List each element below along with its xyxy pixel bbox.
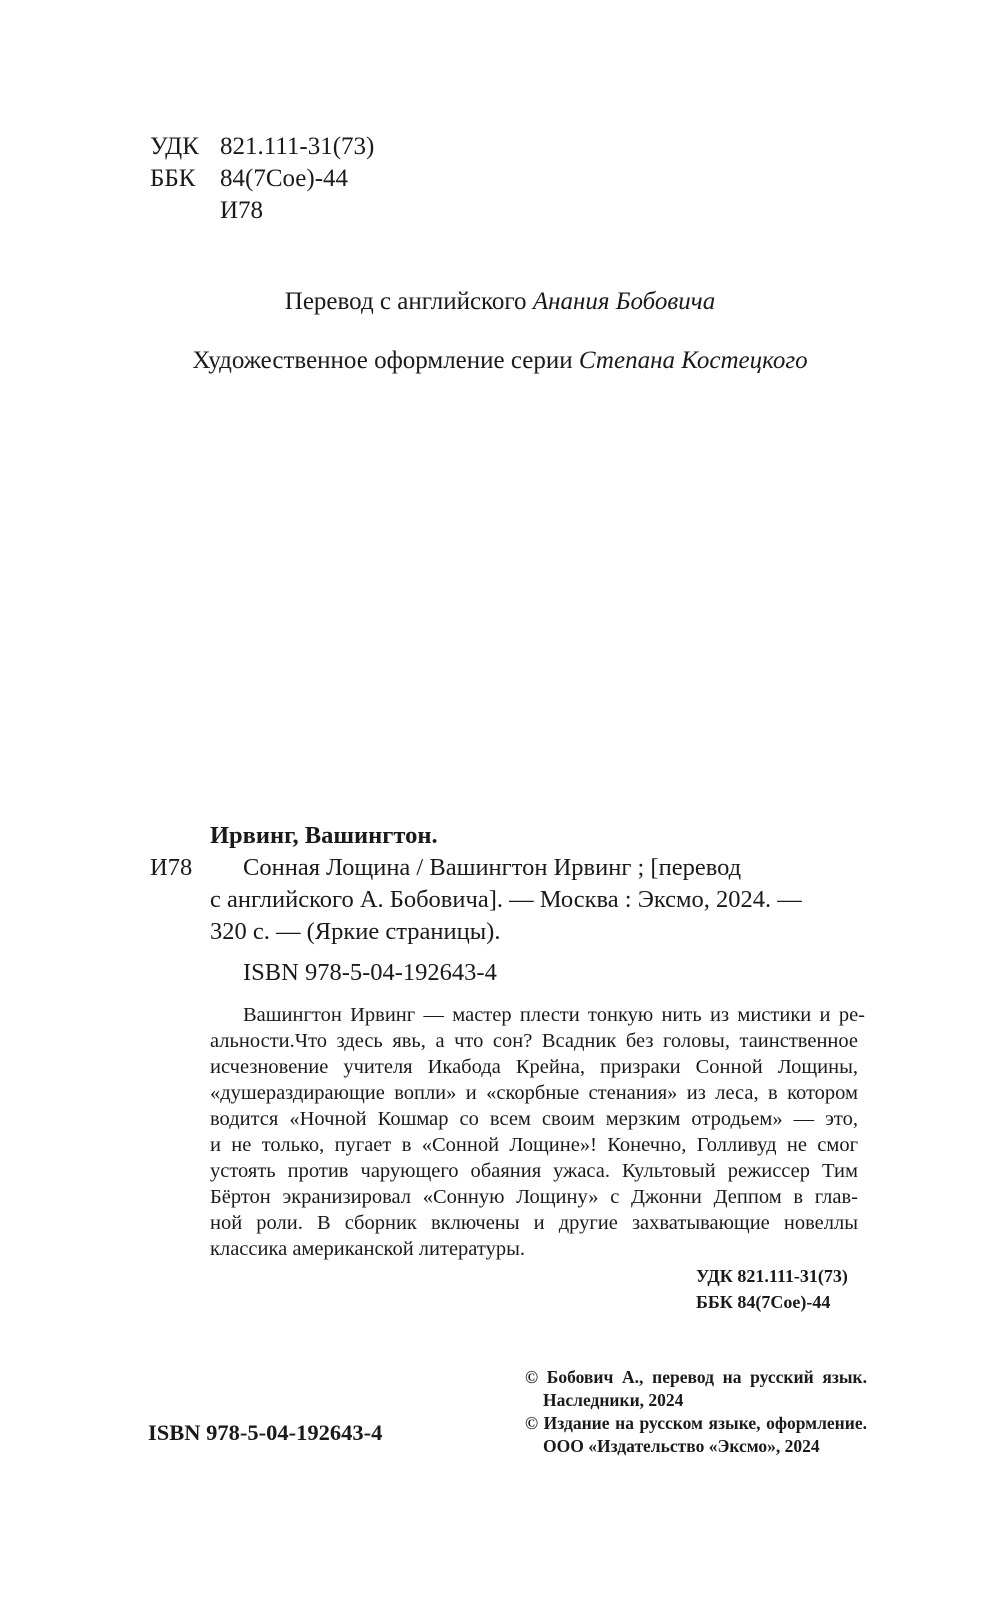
annotation-udk: УДК 821.111-31(73) (696, 1266, 848, 1286)
annotation-line: водится «Ночной Кошмар со всем своим мерзким отродьем» — это, (210, 1108, 858, 1130)
annotation-line: «душераздирающие вопли» и «скорбные стенания» из леса, в котором (210, 1082, 858, 1104)
annotation-bbk: ББК 84(7Сое)-44 (696, 1292, 831, 1312)
annotation-line: альности.Что здесь явь, а что сон? Всадник без головы, таинственное (210, 1030, 858, 1052)
copyright-1-line-1: © Бобович А., перевод на русский язык. (525, 1367, 867, 1387)
bib-mark: И78 (150, 854, 193, 881)
translation-prefix: Перевод с английского (284, 288, 533, 315)
udk-label: УДК (150, 133, 199, 160)
bib-line-3: 320 с. — (Яркие страницы). (210, 918, 501, 945)
annotation-line: и не только, пугает в «Сонной Лощине»! Конечно, Голливуд не смог (210, 1134, 858, 1156)
annotation-line: ной роли. В сборник включены и другие захватывающие новеллы (210, 1212, 858, 1234)
designer-name: Степана Костецкого (578, 347, 808, 374)
design-credit (0, 345, 1000, 377)
annotation-line: исчезновение учителя Икабода Крейна, призраки Сонной Лощины, (210, 1056, 858, 1078)
annotation-line: Вашингтон Ирвинг — мастер плести тонкую нить из мистики и ре- (243, 1004, 865, 1026)
author-mark-line (150, 195, 374, 227)
copyright-1-line-2: Наследники, 2024 (543, 1390, 684, 1410)
footer-isbn: ISBN 978-5-04-192643-4 (148, 1420, 383, 1445)
author-mark: И78 (220, 197, 264, 224)
classification-block (150, 131, 374, 227)
bib-heading: Ирвинг, Вашингтон. (210, 822, 438, 849)
bib-line-1: Сонная Лощина / Вашингтон Ирвинг ; [перевод (243, 854, 742, 881)
annotation (210, 1002, 865, 1262)
translator-name: Анания Бобовича (532, 288, 716, 315)
copyright-2-line-2: ООО «Издательство «Эксмо», 2024 (543, 1436, 820, 1456)
annotation-line: устоять против чарующего обаяния ужаса. Культовый режиссер Тим (210, 1160, 858, 1182)
copyright-2-line-1: © Издание на русском языке, оформление. (525, 1413, 867, 1433)
udk-line (150, 131, 374, 163)
copyright-block (525, 1366, 867, 1458)
design-prefix: Художественное оформление серии (192, 347, 579, 374)
bib-line-2: с английского А. Бобовича]. — Москва : Эксмо, 2024. — (210, 886, 802, 913)
udk-value: 821.111-31(73) (220, 133, 375, 160)
annotation-line: Бёртон экранизировал «Сонную Лощину» с Джонни Деппом в глав- (210, 1186, 858, 1208)
bbk-line (150, 163, 374, 195)
bbk-value: 84(7Сое)-44 (220, 165, 349, 192)
bbk-label: ББК (150, 165, 196, 192)
translation-credit (0, 286, 1000, 318)
bib-isbn: ISBN 978-5-04-192643-4 (243, 959, 497, 986)
annotation-line: классика американской литературы. (210, 1238, 525, 1260)
